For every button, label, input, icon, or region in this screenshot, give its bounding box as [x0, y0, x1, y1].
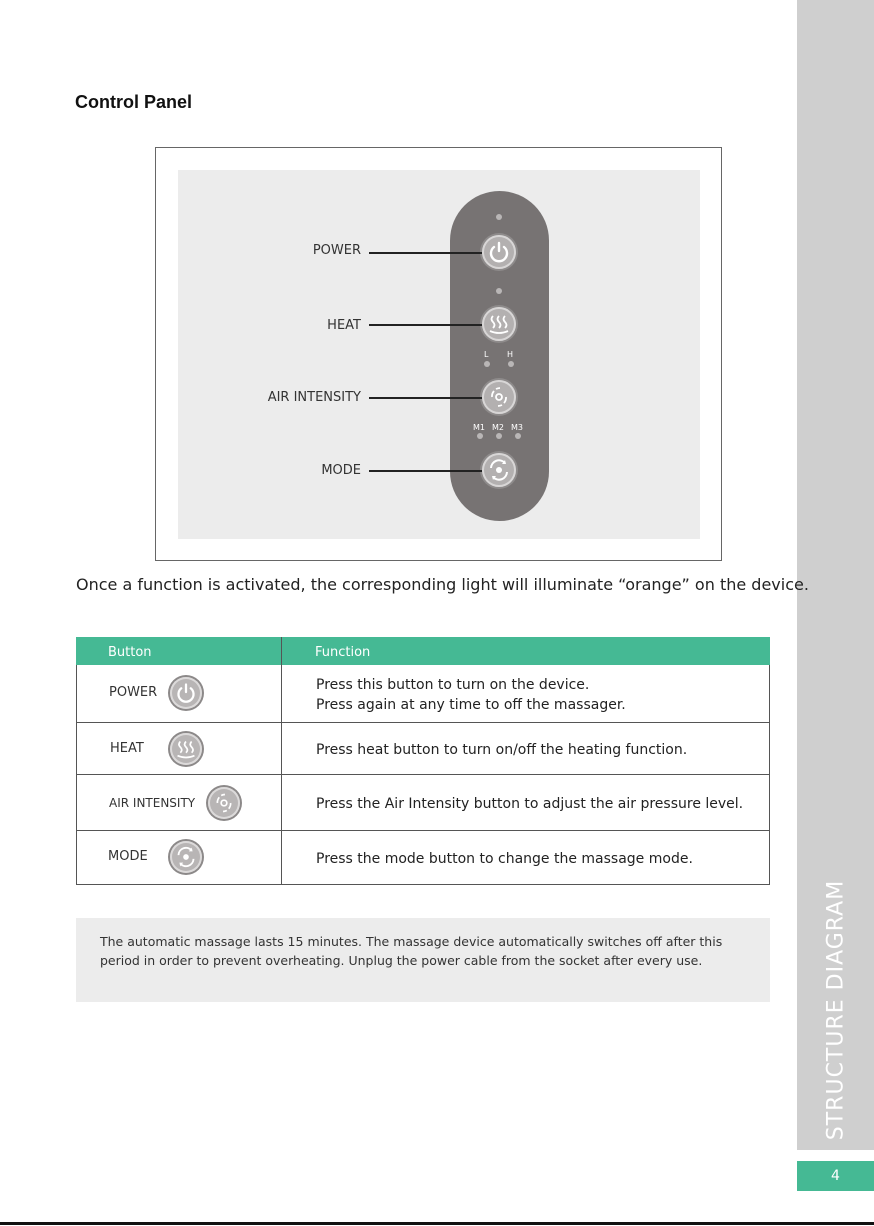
auto-off-notice: [76, 918, 770, 1002]
callout-line-power: [369, 252, 482, 254]
row-button-label: AIR INTENSITY: [109, 796, 196, 810]
row-button-icon: [170, 677, 202, 709]
callout-mode: MODE: [321, 463, 361, 478]
air-intensity-icon: [208, 787, 240, 819]
table-row: [76, 665, 770, 723]
power-button: [482, 235, 516, 269]
power-icon: [170, 677, 202, 709]
mode-icon: [170, 841, 202, 873]
heat-level-high-label: H: [507, 350, 514, 359]
row-button-icon: [170, 733, 202, 765]
row-function-line: Press the Air Intensity button to adjust the air pressure level.: [316, 796, 744, 812]
row-function-line: Press this button to turn on the device.: [316, 677, 590, 693]
power-icon: [482, 235, 516, 269]
callout-line-air-intensity: [369, 397, 482, 399]
callout-line-mode: [369, 470, 482, 472]
auto-off-notice-text: The automatic massage lasts 15 minutes. The massage device automatically switches off after this period in order to prevent overheating. Unplug the power cable from the socket after every use.: [100, 934, 723, 968]
mode-icon: [482, 453, 516, 487]
row-function-line: Press the mode button to change the massage mode.: [316, 851, 693, 867]
mode-level-m1-label: M1: [473, 423, 485, 432]
power-indicator-light: [496, 214, 502, 220]
callout-power: POWER: [312, 243, 361, 258]
mode-m1-light: [477, 433, 483, 439]
header-function: Function: [315, 645, 371, 660]
heat-button: [482, 307, 516, 341]
table-row: [76, 723, 770, 775]
mode-m3-light: [515, 433, 521, 439]
table-column-divider: [281, 637, 282, 885]
heat-low-light: [484, 361, 490, 367]
mode-level-m3-label: M3: [511, 423, 523, 432]
callout-heat: HEAT: [327, 318, 361, 333]
row-function-line: Press again at any time to off the massager.: [316, 697, 626, 713]
air-intensity-button: [482, 380, 516, 414]
heat-level-low-label: L: [484, 350, 489, 359]
table-row: [76, 831, 770, 885]
header-button: Button: [108, 645, 152, 660]
row-button-icon: [170, 841, 202, 873]
activation-note: Once a function is activated, the corresponding light will illuminate “orange” on the device.: [76, 575, 809, 594]
mode-m2-light: [496, 433, 502, 439]
section-label: STRUCTURE DIAGRAM: [823, 879, 849, 1141]
row-button-label: MODE: [108, 849, 148, 864]
table-header: [76, 637, 770, 665]
callout-line-heat: [369, 324, 482, 326]
air-intensity-icon: [482, 380, 516, 414]
row-button-icon: [208, 787, 240, 819]
page-number: 4: [797, 1161, 874, 1191]
heat-indicator-light: [496, 288, 502, 294]
mode-level-m2-label: M2: [492, 423, 504, 432]
heat-icon: [482, 307, 516, 341]
row-button-label: POWER: [109, 685, 158, 700]
heat-icon: [170, 733, 202, 765]
figure-background: [178, 170, 700, 539]
row-function-line: Press heat button to turn on/off the heating function.: [316, 742, 688, 758]
bottom-rule: [0, 1222, 874, 1225]
row-button-label: HEAT: [110, 741, 144, 756]
mode-button: [482, 453, 516, 487]
table-right-border: [769, 665, 770, 885]
page-title: Control Panel: [75, 92, 193, 112]
table-left-border: [76, 665, 77, 885]
table-row: [76, 775, 770, 831]
callout-air-intensity: AIR INTENSITY: [267, 390, 361, 405]
heat-high-light: [508, 361, 514, 367]
